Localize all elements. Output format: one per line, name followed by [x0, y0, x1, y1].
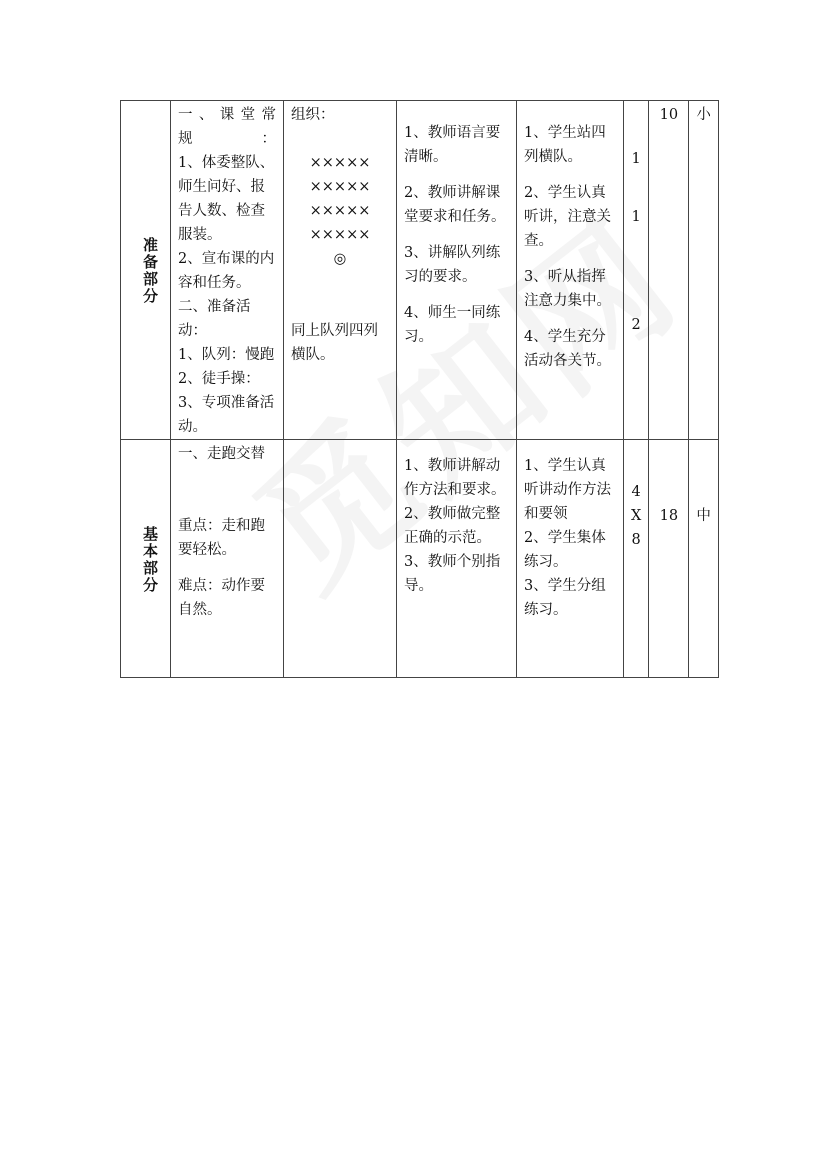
minutes-value: 18 — [659, 508, 679, 524]
prep-content-line: 2、徒手操： — [178, 371, 260, 387]
prep-minutes-cell — [649, 101, 689, 440]
prep-content-line: 1、体委整队、师生问好、报告人数、检查服装。 — [178, 155, 275, 243]
minutes-value: 10 — [659, 107, 679, 123]
lesson-plan-table — [120, 100, 719, 678]
formation-row: ××××× — [309, 203, 371, 219]
count-value: 1 — [631, 151, 641, 167]
prep-section-label: 准备部分 — [121, 101, 171, 440]
teacher-item: 1、教师讲解动作方法和要求。 — [404, 458, 506, 498]
basic-content-title: 一、走跑交替 — [178, 446, 265, 462]
formation-row: ××××× — [309, 179, 371, 195]
prep-organization-cell — [284, 101, 397, 440]
basic-count-cell — [624, 440, 649, 678]
basic-row — [121, 440, 719, 678]
formation-row: ××××× — [309, 155, 371, 171]
count-value: 1 — [631, 209, 641, 225]
count-char: 4 — [631, 484, 641, 500]
basic-section-label: 基本部分 — [121, 440, 171, 678]
organization-title: 组织： — [291, 107, 335, 123]
teacher-item: 3、讲解队列练习的要求。 — [404, 245, 501, 285]
formation-row: ××××× — [309, 227, 371, 243]
count-char: X — [631, 508, 642, 524]
teacher-item: 1、教师语言要清晰。 — [404, 125, 501, 165]
prep-content-line: 3、专项准备活动。 — [178, 395, 275, 435]
basic-teacher-cell — [397, 440, 517, 678]
student-item: 2、学生认真听讲，注意关查。 — [524, 185, 611, 249]
prep-teacher-cell — [397, 101, 517, 440]
count-char: 8 — [631, 532, 641, 548]
prep-intensity-cell — [689, 101, 719, 440]
basic-organization-cell — [284, 440, 397, 678]
student-item: 2、学生集体练习。 — [524, 530, 606, 570]
intensity-value: 小 — [696, 107, 711, 123]
basic-minutes-cell — [649, 440, 689, 678]
basic-intensity-cell — [689, 440, 719, 678]
prep-content-line: 2、宣布课的内容和任务。 — [178, 251, 275, 291]
teacher-item: 2、教师做完整正确的示范。 — [404, 506, 501, 546]
teacher-item: 3、教师个别指导。 — [404, 554, 501, 594]
prep-content-cell — [171, 101, 284, 440]
difficulty-point: 难点：动作要自然。 — [178, 578, 265, 618]
teacher-item: 4、师生一同练习。 — [404, 305, 501, 345]
prep-content-line: 二、准备活动： — [178, 299, 251, 339]
basic-student-cell — [517, 440, 624, 678]
student-item: 3、学生分组练习。 — [524, 578, 606, 618]
student-item: 4、学生充分活动各关节。 — [524, 329, 611, 369]
student-item: 1、学生站四列横队。 — [524, 125, 606, 165]
student-item: 1、学生认真听讲动作方法和要领 — [524, 458, 611, 522]
prep-student-cell — [517, 101, 624, 440]
prep-row — [121, 101, 719, 440]
prep-content-line: 一、课堂常规： — [178, 107, 276, 147]
count-value: 2 — [631, 317, 641, 333]
intensity-value: 中 — [696, 508, 711, 524]
basic-content-cell — [171, 440, 284, 678]
organization-note: 同上队列四列横队。 — [291, 323, 378, 363]
student-item: 3、听从指挥注意力集中。 — [524, 269, 611, 309]
key-point: 重点：走和跑要轻松。 — [178, 518, 265, 558]
prep-count-cell — [624, 101, 649, 440]
teacher-position-icon: ◎ — [333, 251, 347, 267]
teacher-item: 2、教师讲解课堂要求和任务。 — [404, 185, 506, 225]
prep-content-line: 1、队列：慢跑 — [178, 347, 275, 363]
